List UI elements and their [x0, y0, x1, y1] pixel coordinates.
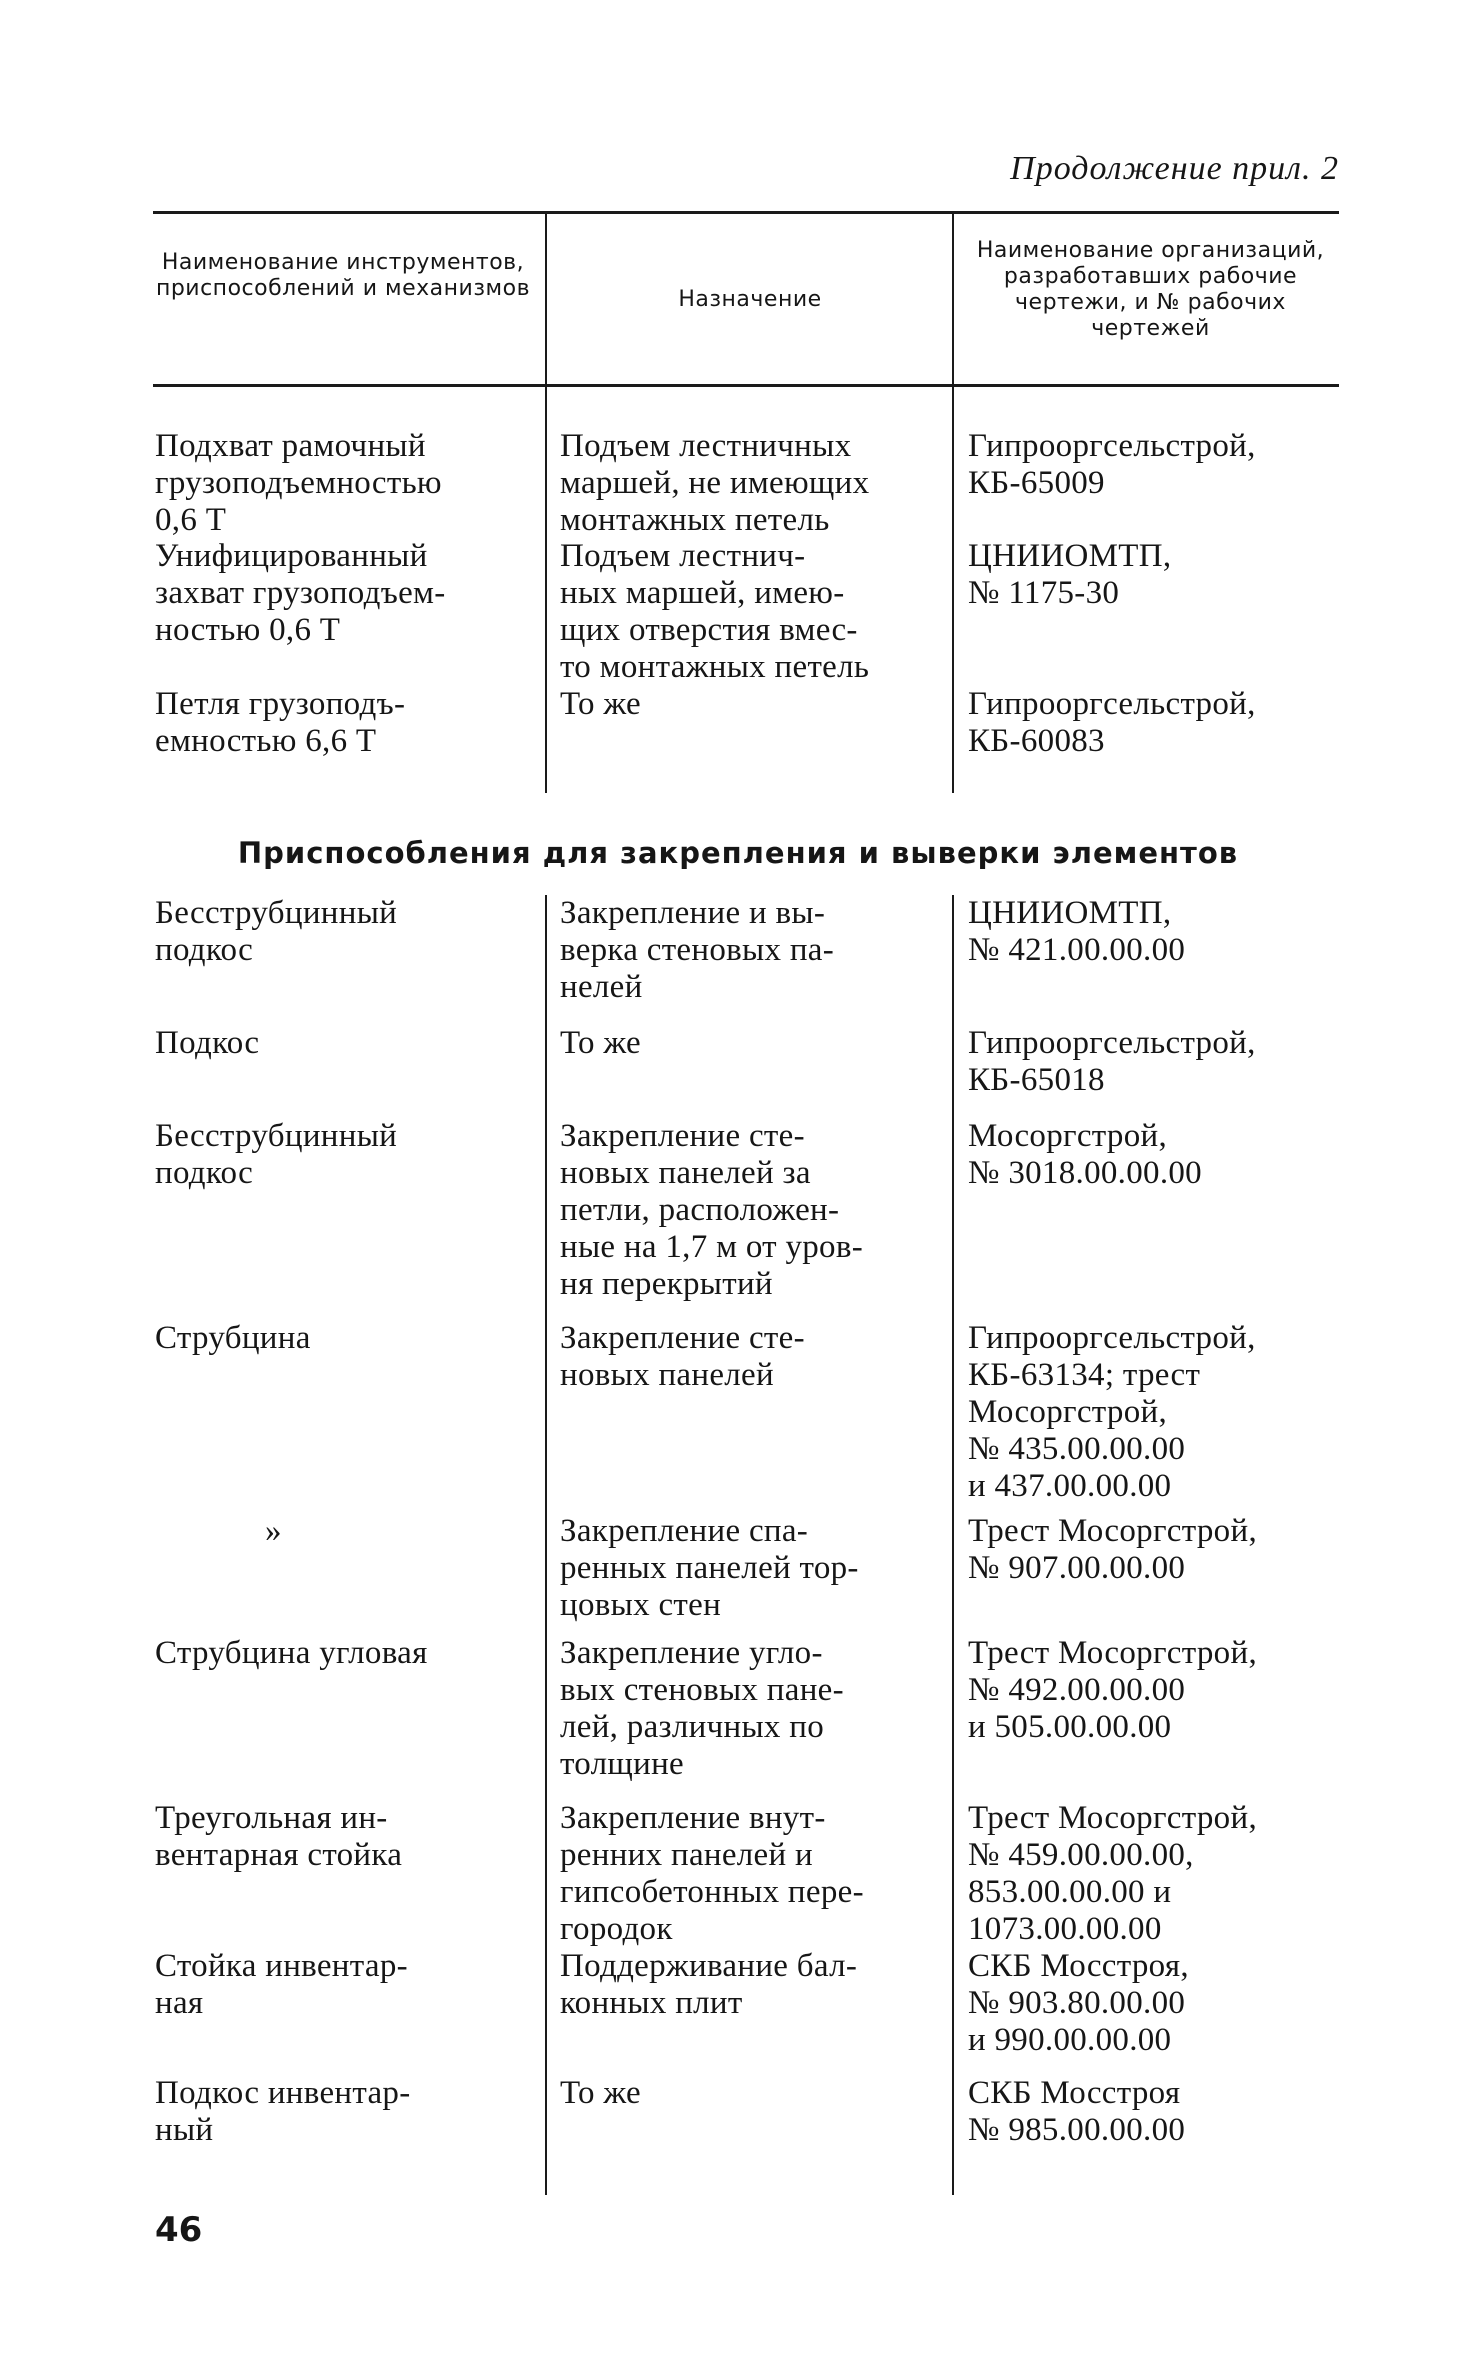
continuation-note: Продолжение прил. 2	[1010, 150, 1339, 187]
section-heading: Приспособления для закрепления и выверки элементов	[237, 836, 1239, 870]
organization-cell: ЦНИИОМТП, № 1175-30	[968, 538, 1172, 611]
organization-cell: Гипрооргсельстрой, КБ-65018	[968, 1025, 1256, 1098]
purpose-cell: Подъем лестничных маршей, не имеющих монтажных петель	[560, 428, 870, 538]
organization-cell: Гипрооргсельстрой, КБ-60083	[968, 686, 1256, 759]
organization-cell: Гипрооргсельстрой, КБ-63134; трест Мосоргстрой, № 435.00.00.00 и 437.00.00.00	[968, 1320, 1256, 1504]
column-divider-2-lower	[952, 895, 954, 2195]
purpose-cell: То же	[560, 686, 641, 722]
table-top-rule	[153, 211, 1339, 214]
header-tool-name: Наименование инструментов, приспособлений и механизмов	[155, 250, 531, 301]
tool-name-cell: Бесструбцинный подкос	[155, 1118, 398, 1191]
purpose-cell: То же	[560, 1025, 641, 1061]
purpose-cell: Закрепление спа- ренных панелей тор- цовых стен	[560, 1513, 859, 1623]
organization-cell: СКБ Мосстроя, № 903.80.00.00 и 990.00.00.00	[968, 1948, 1189, 2058]
purpose-cell: Закрепление сте- новых панелей	[560, 1320, 805, 1393]
tool-name-cell: »	[265, 1513, 282, 1549]
organization-cell: СКБ Мосстроя № 985.00.00.00	[968, 2075, 1186, 2148]
purpose-cell: Закрепление сте- новых панелей за петли, расположен- ные на 1,7 м от уров- ня перекрытий	[560, 1118, 864, 1302]
tool-name-cell: Струбцина угловая	[155, 1635, 428, 1671]
organization-cell: Трест Мосоргстрой, № 459.00.00.00, 853.00.00.00 и 1073.00.00.00	[968, 1800, 1257, 1947]
tool-name-cell: Бесструбцинный подкос	[155, 895, 398, 968]
tool-name-cell: Петля грузоподъ- емностью 6,6 Т	[155, 686, 406, 759]
organization-cell: Мосоргстрой, № 3018.00.00.00	[968, 1118, 1202, 1191]
purpose-cell: Закрепление внут- ренних панелей и гипсобетонных пере- городок	[560, 1800, 864, 1947]
column-divider-1	[545, 213, 547, 793]
tool-name-cell: Стойка инвентар- ная	[155, 1948, 408, 2021]
tool-name-cell: Унифицированный захват грузоподъем- ностью 0,6 Т	[155, 538, 446, 648]
purpose-cell: Закрепление угло- вых стеновых пане- лей, различных по толщине	[560, 1635, 844, 1782]
tool-name-cell: Струбцина	[155, 1320, 311, 1356]
tool-name-cell: Треугольная ин- вентарная стойка	[155, 1800, 403, 1873]
page-number: 46	[155, 2210, 203, 2250]
tool-name-cell: Подкос инвентар- ный	[155, 2075, 411, 2148]
column-divider-2	[952, 213, 954, 793]
organization-cell: Трест Мосоргстрой, № 492.00.00.00 и 505.00.00.00	[968, 1635, 1257, 1745]
purpose-cell: Поддерживание бал- конных плит	[560, 1948, 858, 2021]
organization-cell: ЦНИИОМТП, № 421.00.00.00	[968, 895, 1186, 968]
organization-cell: Трест Мосоргстрой, № 907.00.00.00	[968, 1513, 1257, 1586]
tool-name-cell: Подхват рамочный грузоподъемностью 0,6 Т	[155, 428, 442, 538]
tool-name-cell: Подкос	[155, 1025, 260, 1061]
column-divider-1-lower	[545, 895, 547, 2195]
header-purpose: Назначение	[678, 287, 822, 312]
header-organization: Наименование организаций, разработавших рабочие чертежи, и № рабочих чертежей	[976, 238, 1325, 341]
organization-cell: Гипрооргсельстрой, КБ-65009	[968, 428, 1256, 501]
purpose-cell: Подъем лестнич- ных маршей, имею- щих отверстия вмес- то монтажных петель	[560, 538, 870, 685]
header-bottom-rule	[153, 384, 1339, 387]
purpose-cell: Закрепление и вы- верка стеновых па- нелей	[560, 895, 835, 1005]
purpose-cell: То же	[560, 2075, 641, 2111]
